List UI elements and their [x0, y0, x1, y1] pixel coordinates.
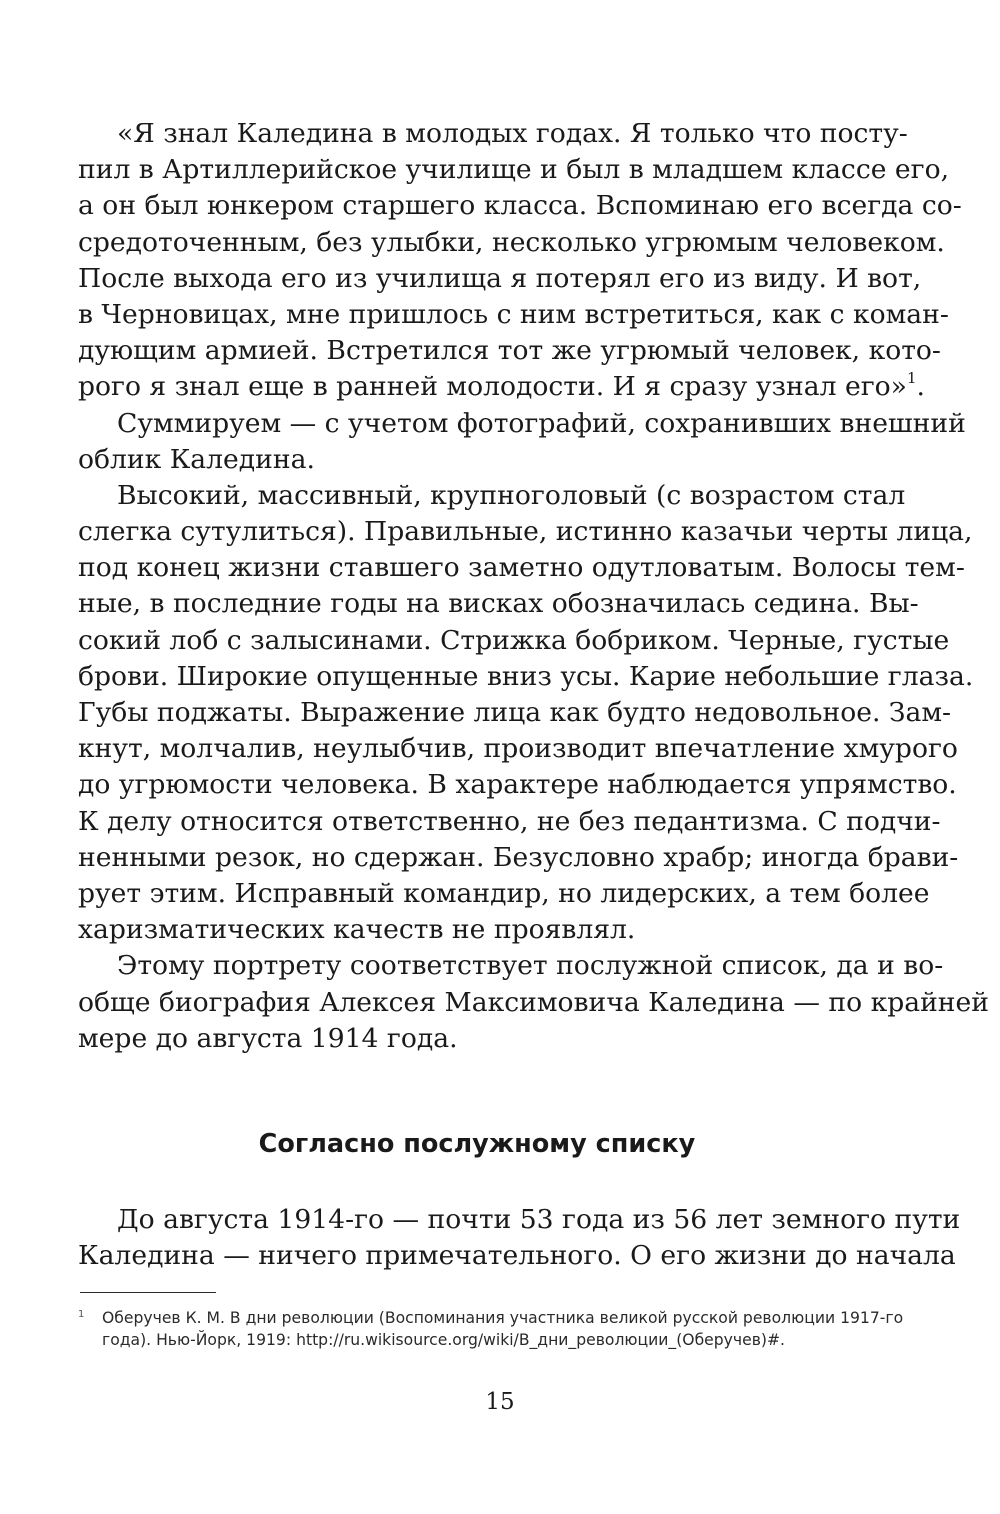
text-line-content: рого я знал еще в ранней молодости. И я сразу узнал его» — [78, 371, 907, 403]
text-line: обще биография Алексея Максимовича Каледина — по крайней — [78, 986, 989, 1018]
text-line: дующим армией. Встретился тот же угрюмый человек, кото- — [78, 335, 941, 367]
section-text — [78, 1202, 961, 1274]
footnote-line: года). Нью-Йорк, 1919: http://ru.wikisource.org/wiki/В_дни_революции_(Оберучев)#. — [102, 1331, 786, 1350]
text-line: Суммируем — с учетом фотографий, сохранивших внешний — [117, 407, 966, 439]
text-line: «Я знал Каледина в молодых годах. Я только что посту- — [117, 118, 908, 149]
text-line-end: . — [916, 371, 925, 403]
paragraph-summary — [78, 406, 966, 478]
text-line: а он был юнкером старшего класса. Вспоминаю его всегда со- — [78, 190, 962, 222]
text-line: сокий лоб с залысинами. Стрижка бобриком. Черные, густые — [78, 624, 950, 656]
text-line — [78, 369, 925, 405]
text-line: пил в Артиллерийское училище и был в младшем классе его, — [78, 154, 950, 186]
text-line: ненными резок, но сдержан. Безусловно храбр; иногда брави- — [78, 841, 959, 873]
text-line: Этому портрету соответствует послужной список, да и во- — [117, 950, 944, 982]
footnote-divider — [80, 1292, 216, 1293]
text-line: кнут, молчалив, неулыбчив, производит впечатление хмурого — [78, 733, 958, 765]
text-line: средоточенным, без улыбки, несколько угрюмым человеком. — [78, 226, 945, 258]
page-number: 15 — [485, 1389, 515, 1415]
text-line: под конец жизни ставшего заметно одутловатым. Волосы тем- — [78, 552, 965, 584]
text-line: облик Каледина. — [78, 443, 315, 475]
text-line: мере до августа 1914 года. — [78, 1022, 458, 1054]
text-line: После выхода его из училища я потерял его из виду. И вот, — [78, 262, 922, 294]
text-line: до угрюмости человека. В характере наблюдается упрямство. — [78, 769, 957, 801]
text-line: Каледина — ничего примечательного. О его жизни до начала — [78, 1240, 956, 1272]
footnote-line — [78, 1304, 904, 1329]
footnote — [78, 1304, 904, 1351]
text-line: К делу относится ответственно, не без педантизма. С подчи- — [78, 805, 941, 837]
paragraph-biography — [78, 948, 989, 1057]
main-text — [78, 116, 989, 1057]
section-heading: Согласно послужному списку — [258, 1129, 696, 1159]
footnote-reference[interactable]: 1 — [906, 369, 917, 388]
text-line: Губы поджаты. Выражение лица как будто недовольное. Зам- — [78, 697, 951, 728]
text-line: ные, в последние годы на висках обозначилась седина. Вы- — [78, 588, 919, 620]
text-line: харизматических качеств не проявлял. — [78, 914, 636, 946]
text-line: в Черновицах, мне пришлось с ним встретиться, как с коман- — [78, 298, 949, 330]
text-line: брови. Широкие опущенные вниз усы. Карие небольшие глаза. — [78, 660, 974, 692]
paragraph-quote — [78, 116, 962, 406]
text-line: Высокий, массивный, крупноголовый (с возрастом стал — [117, 479, 906, 511]
footnote-text: Оберучев К. М. В дни революции (Воспоминания участника великой русской революции 1917-го — [102, 1309, 904, 1328]
text-line: слегка сутулиться). Правильные, истинно казачьи черты лица, — [78, 516, 973, 548]
paragraph-portrait — [78, 478, 974, 948]
text-line: рует этим. Исправный командир, но лидерских, а тем более — [78, 877, 930, 909]
text-line: До августа 1914-го — почти 53 года из 56 лет земного пути — [117, 1204, 961, 1235]
footnote-mark: 1 — [78, 1309, 85, 1320]
